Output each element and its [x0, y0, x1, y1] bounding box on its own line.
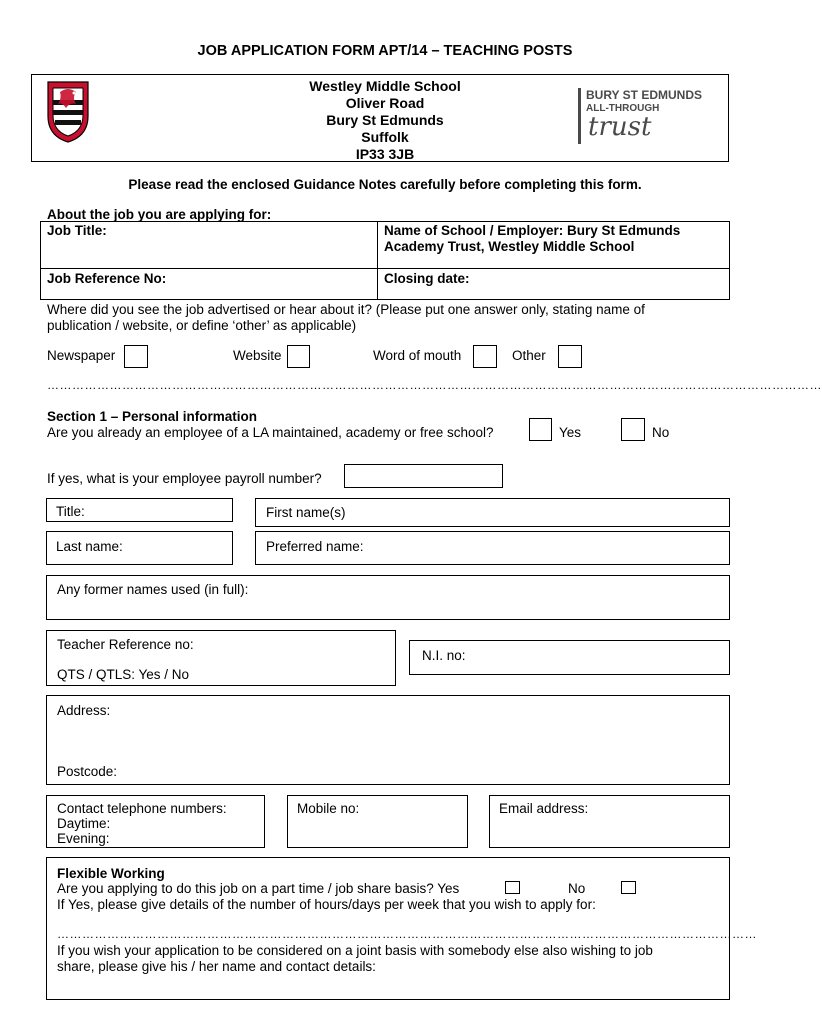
- email-label: Email address:: [499, 801, 589, 816]
- school-name-line1: Name of School / Employer: Bury St Edmunds: [384, 223, 681, 238]
- teacher-reference-field[interactable]: [46, 630, 396, 686]
- flexible-details-dotted-line[interactable]: ……………………………………………………………………………………………………………………………………………………: [57, 927, 757, 941]
- employee-yes-checkbox[interactable]: [529, 418, 552, 441]
- trust-logo: [578, 86, 718, 148]
- advert-question-line1: Where did you see the job advertised or hear about it? (Please put one answer only, stating name of: [47, 302, 645, 317]
- former-names-field[interactable]: [46, 575, 730, 620]
- advert-other-dotted-line[interactable]: ……………………………………………………………………………………………………………………………………………………………………: [47, 378, 822, 392]
- preferred-name-field[interactable]: [255, 531, 730, 565]
- postcode-label: Postcode:: [57, 764, 118, 779]
- job-title-field[interactable]: Job Title:: [47, 223, 107, 238]
- former-names-label: Any former names used (in full):: [57, 582, 249, 597]
- address-line-county: Suffolk: [361, 129, 409, 145]
- contact-telephone-label: Contact telephone numbers:: [57, 801, 227, 816]
- first-name-field[interactable]: [255, 498, 730, 527]
- flexible-no-checkbox[interactable]: [621, 881, 636, 894]
- option-word-of-mouth-label: Word of mouth: [373, 348, 462, 363]
- flexible-question: Are you applying to do this job on a part time / job share basis? Yes: [57, 881, 460, 896]
- address-line-road: Oliver Road: [345, 95, 425, 111]
- title-label: Title:: [56, 504, 85, 519]
- joint-basis-line1: If you wish your application to be considered on a joint basis with somebody else also wishing to job: [57, 943, 653, 958]
- employee-question: Are you already an employee of a LA maintained, academy or free school?: [47, 425, 494, 440]
- first-name-label: First name(s): [266, 505, 346, 520]
- ni-number-field[interactable]: [409, 640, 730, 675]
- address-line-school: Westley Middle School: [309, 78, 461, 94]
- address-label: Address:: [57, 703, 111, 718]
- mobile-label: Mobile no:: [297, 801, 360, 816]
- job-reference-field[interactable]: Job Reference No:: [47, 271, 167, 286]
- closing-date-field[interactable]: Closing date:: [384, 271, 470, 286]
- payroll-question: If yes, what is your employee payroll number?: [47, 471, 322, 486]
- job-table-vdivider: [377, 221, 378, 300]
- title-field[interactable]: [46, 498, 233, 522]
- advert-question-line2: publication / website, or define ‘other’ as applicable): [47, 318, 357, 333]
- evening-label: Evening:: [57, 831, 110, 846]
- form-title: JOB APPLICATION FORM APT/14 – TEACHING POSTS: [197, 43, 573, 59]
- email-field[interactable]: [489, 795, 730, 848]
- flexible-details-prompt: If Yes, please give details of the number of hours/days per week that you wish to apply for:: [57, 897, 596, 912]
- joint-basis-line2: share, please give his / her name and contact details:: [57, 959, 376, 974]
- section1-heading: Section 1 – Personal information: [47, 409, 258, 424]
- address-line-town: Bury St Edmunds: [326, 112, 444, 128]
- trust-logo-line1: BURY ST EDMUNDS: [586, 88, 703, 102]
- job-section-label: About the job you are applying for:: [47, 207, 272, 222]
- last-name-label: Last name:: [56, 539, 123, 554]
- option-website-label: Website: [233, 348, 282, 363]
- address-line-postcode: IP33 3JB: [355, 146, 415, 162]
- last-name-field[interactable]: [46, 531, 233, 565]
- employee-yes-label: Yes: [559, 425, 582, 440]
- guidance-note: Please read the enclosed Guidance Notes carefully before completing this form.: [128, 177, 642, 192]
- flexible-yes-checkbox[interactable]: [505, 881, 520, 894]
- option-website-checkbox[interactable]: [287, 345, 310, 368]
- qts-label: QTS / QTLS: Yes / No: [57, 667, 190, 682]
- option-newspaper-label: Newspaper: [47, 348, 116, 363]
- flexible-working-heading: Flexible Working: [57, 866, 165, 881]
- preferred-name-label: Preferred name:: [266, 539, 364, 554]
- trust-logo-bar: [578, 88, 581, 144]
- address-field[interactable]: [46, 695, 730, 785]
- mobile-field[interactable]: [287, 795, 468, 848]
- payroll-number-input[interactable]: [344, 464, 503, 488]
- flexible-no-label: No: [568, 881, 586, 896]
- contact-telephone-field[interactable]: [46, 795, 265, 848]
- option-newspaper-checkbox[interactable]: [124, 345, 148, 368]
- trust-logo-line2: ALL-THROUGH: [586, 103, 660, 114]
- option-other-label: Other: [512, 348, 546, 363]
- trust-logo-line3: trust: [588, 112, 652, 142]
- option-word-of-mouth-checkbox[interactable]: [473, 345, 497, 368]
- school-name-line2: Academy Trust, Westley Middle School: [384, 239, 635, 254]
- employee-no-checkbox[interactable]: [621, 418, 645, 441]
- job-table-hdivider: [40, 268, 730, 269]
- ni-number-label: N.I. no:: [422, 648, 466, 663]
- option-other-checkbox[interactable]: [558, 345, 582, 368]
- teacher-reference-label: Teacher Reference no:: [57, 637, 194, 652]
- employee-no-label: No: [652, 425, 670, 440]
- daytime-label: Daytime:: [57, 816, 111, 831]
